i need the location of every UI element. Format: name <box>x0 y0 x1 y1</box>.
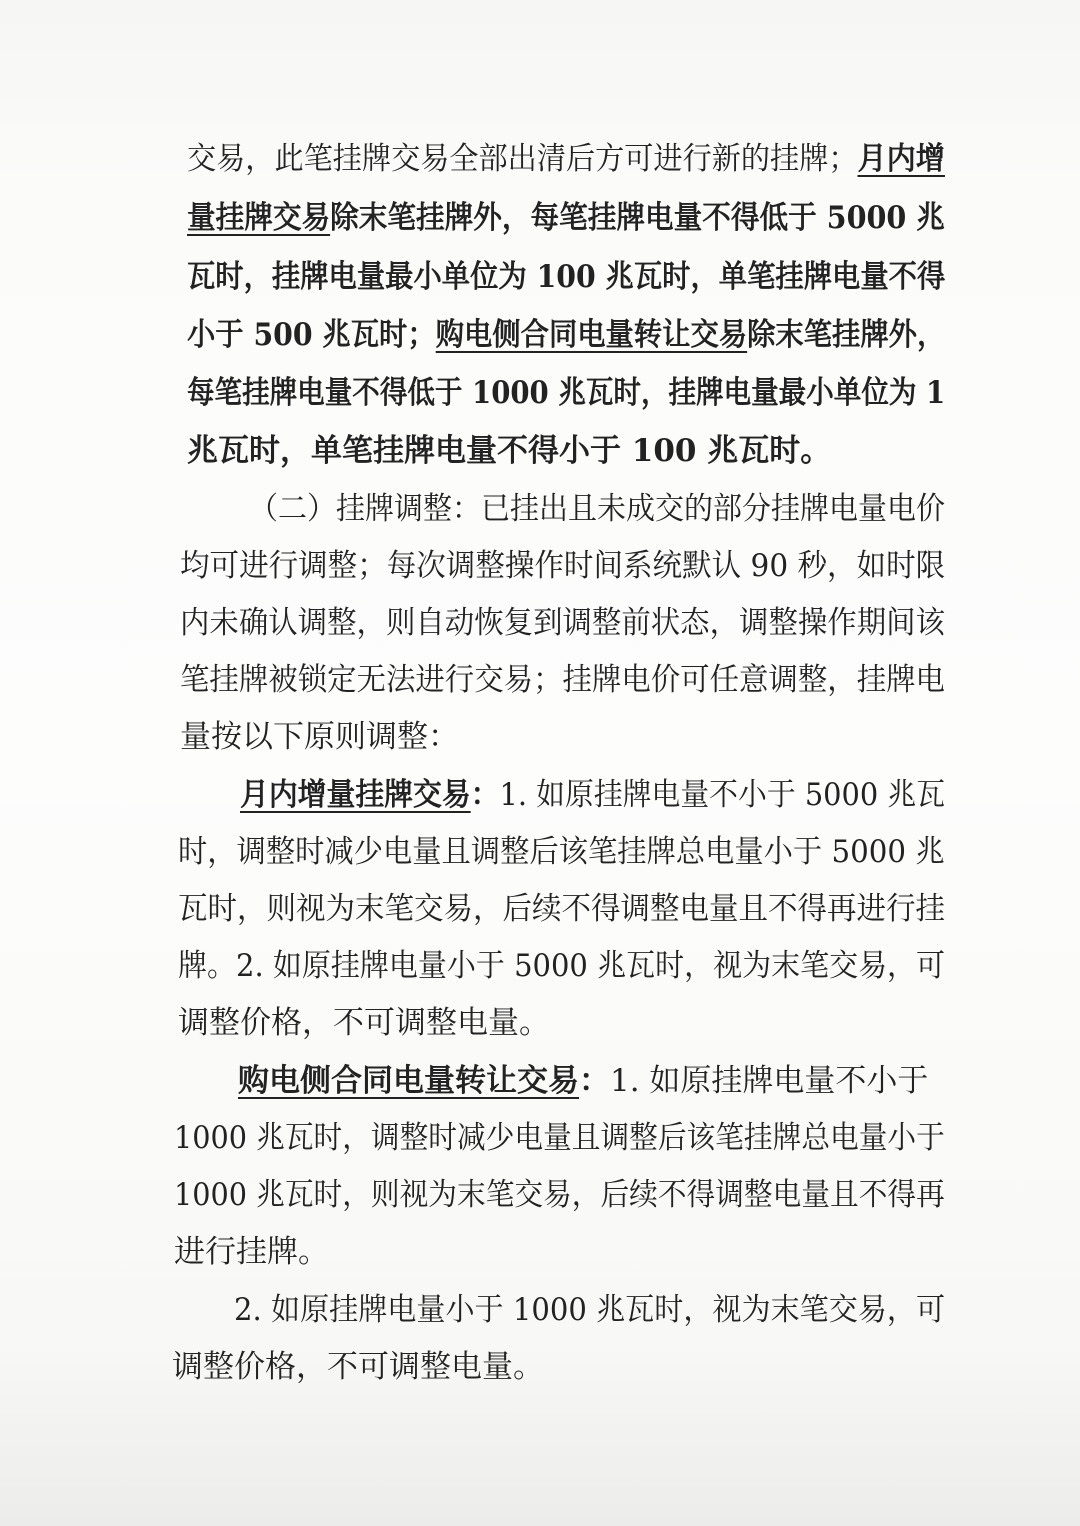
text-segment: 1. 如原挂牌电量不小于 5000 兆瓦 <box>499 777 946 813</box>
text-segment: 调整价格，不可调整电量。 <box>172 1349 544 1385</box>
text-segment: 除末笔挂牌外， <box>747 317 946 353</box>
text-line <box>180 538 945 594</box>
text-segment: 调整价格，不可调整电量。 <box>178 1005 550 1041</box>
text-line <box>174 1224 329 1280</box>
section-heading-line <box>249 481 945 537</box>
text-segment: 1000 兆瓦时，则视为末笔交易，后续不得调整电量且不得再 <box>174 1177 945 1213</box>
underlined-term: 量挂牌交易 <box>187 200 331 236</box>
text-segment: ： <box>470 777 500 813</box>
text-line <box>178 938 945 994</box>
text-segment: 交易，此笔挂牌交易全部出清后方可进行新的挂牌； <box>187 141 858 177</box>
text-segment: 兆瓦时，单笔挂牌电量不得小于 100 兆瓦时。 <box>187 433 832 469</box>
text-line <box>172 1339 544 1395</box>
text-segment: 时，调整时减少电量且调整后该笔挂牌总电量小于 5000 兆 <box>178 834 945 870</box>
text-segment: 内未确认调整，则自动恢复到调整前状态，调整操作期间该 <box>180 605 945 641</box>
text-segment: 小于 500 兆瓦时； <box>187 317 436 353</box>
text-segment: 除末笔挂牌外，每笔挂牌电量不得低于 5000 兆 <box>330 200 945 236</box>
text-line <box>180 595 945 651</box>
text-line <box>238 1053 928 1109</box>
text-line <box>180 709 459 765</box>
text-line <box>187 423 831 479</box>
text-segment: 瓦时，挂牌电量最小单位为 100 兆瓦时，单笔挂牌电量不得 <box>187 259 946 295</box>
text-line <box>174 1167 945 1223</box>
underlined-term: 月内增 <box>857 141 945 177</box>
text-line <box>240 767 945 823</box>
text-line <box>234 1282 945 1338</box>
text-segment: 1. 如原挂牌电量不小于 <box>610 1063 929 1099</box>
underlined-term: 购电侧合同电量转让交易 <box>238 1063 579 1099</box>
text-segment: 瓦时，则视为末笔交易，后续不得调整电量且不得再进行挂 <box>178 891 945 927</box>
text-line <box>174 1110 945 1166</box>
text-segment: 笔挂牌被锁定无法进行交易；挂牌电价可任意调整，挂牌电 <box>180 662 945 698</box>
text-segment: 2. 如原挂牌电量小于 1000 兆瓦时，视为末笔交易，可 <box>234 1292 946 1328</box>
text-segment: 进行挂牌。 <box>174 1234 329 1270</box>
text-segment: 1000 兆瓦时，调整时减少电量且调整后该笔挂牌总电量小于 <box>174 1120 945 1156</box>
underlined-term: 购电侧合同电量转让交易 <box>435 317 748 353</box>
text-line <box>178 824 945 880</box>
text-line <box>178 881 945 937</box>
text-line <box>187 307 945 363</box>
text-line <box>178 995 550 1051</box>
text-segment: 每笔挂牌电量不得低于 1000 兆瓦时，挂牌电量最小单位为 1 <box>187 375 946 411</box>
text-segment: 均可进行调整；每次调整操作时间系统默认 90 秒，如时限 <box>180 548 946 584</box>
text-line <box>187 190 945 246</box>
text-line <box>187 365 945 421</box>
text-line <box>187 249 945 305</box>
text-segment: 量按以下原则调整： <box>180 719 459 755</box>
text-line <box>187 131 945 187</box>
text-segment: ： <box>579 1063 610 1099</box>
underlined-term: 月内增量挂牌交易 <box>240 777 471 813</box>
text-segment: （二）挂牌调整：已挂出且未成交的部分挂牌电量电价 <box>249 491 946 527</box>
text-line <box>180 652 945 708</box>
text-segment: 牌。2. 如原挂牌电量小于 5000 兆瓦时，视为末笔交易，可 <box>178 948 946 984</box>
